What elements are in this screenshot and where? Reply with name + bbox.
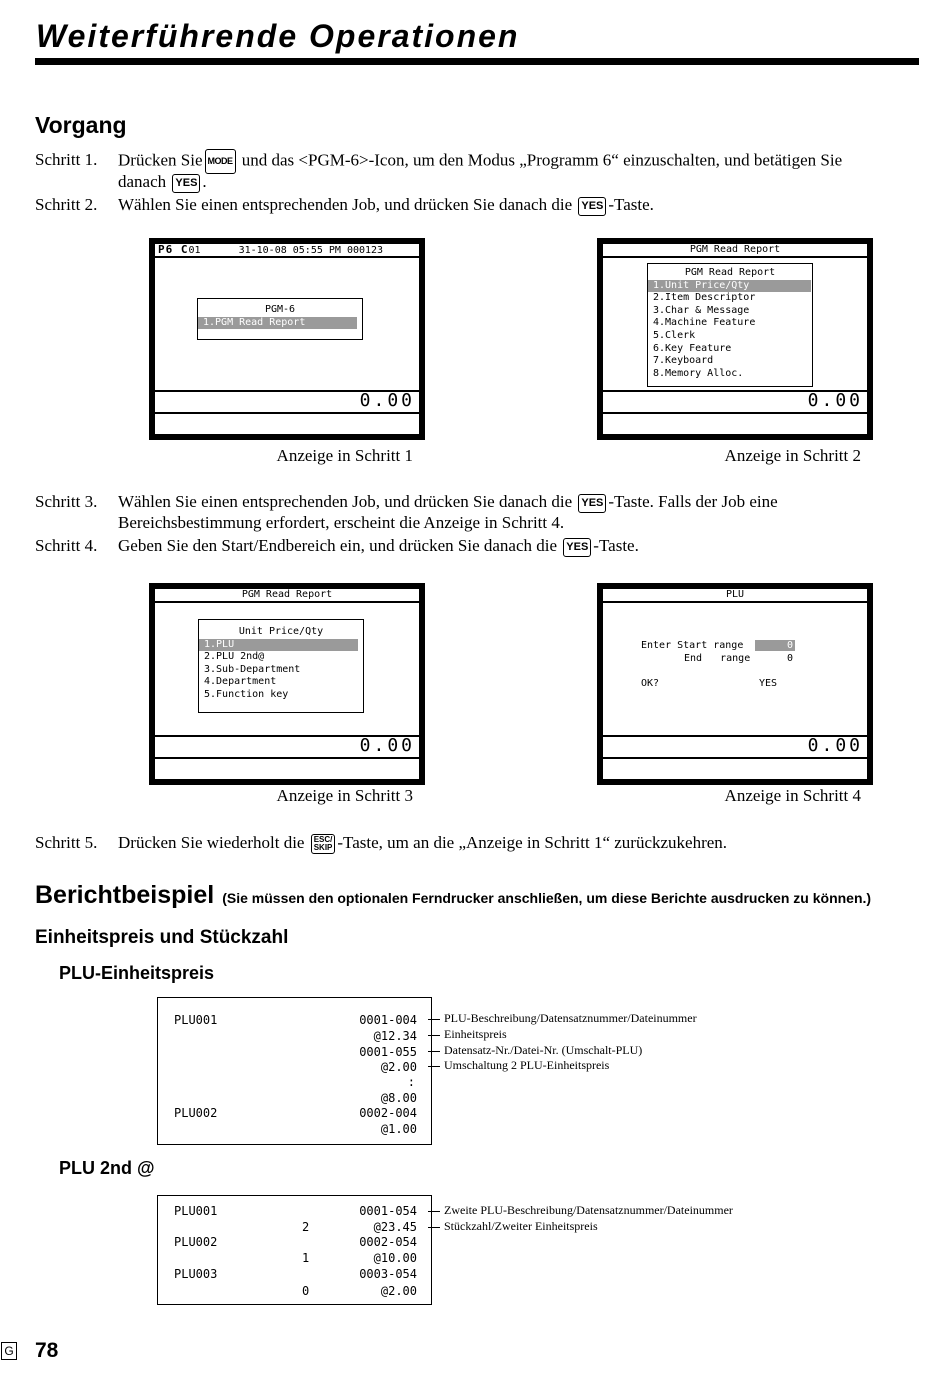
step-1-text-b: und das <PGM-6>-Icon, um den Modus „Programm 6“ einzuschalten, und betätigen Sie (241, 150, 843, 170)
menu-item[interactable]: 5.Clerk (653, 329, 696, 341)
menu-item[interactable]: 1.PLU (199, 639, 358, 652)
screen-header: PLU (603, 589, 867, 603)
receipt-right: @10.00 (373, 1251, 417, 1265)
esc-skip-key-icon: ESC/ SKIP (311, 834, 336, 854)
menu-title: Unit Price/Qty (238, 626, 324, 637)
menu-item[interactable]: 2.Item Descriptor (653, 292, 756, 304)
menu-box (197, 298, 363, 340)
step-2-text-a: Wählen Sie einen entsprechenden Job, und drücken Sie danach die (118, 195, 573, 214)
caption-step-2: Anzeige in Schritt 2 (724, 446, 861, 465)
step-3-text-b: -Taste. Falls der Job eine (608, 492, 778, 511)
lcd-screen-step-3 (149, 583, 425, 785)
receipt-left: PLU002 (174, 1235, 218, 1249)
step-1-text-c: danach (118, 172, 167, 191)
callout-note: Stückzahl/Zweiter Einheitspreis (444, 1219, 598, 1233)
receipt-plu-unit-price (157, 997, 432, 1145)
report-1-heading: PLU-Einheitspreis (59, 963, 215, 983)
step-5-label: Schritt 5. (35, 833, 98, 852)
amount-display: 0.00 (359, 735, 415, 756)
step-2-text-b: -Taste. (608, 195, 654, 214)
step-4-label: Schritt 4. (35, 536, 98, 555)
report-2-heading: PLU 2nd @ (59, 1158, 155, 1178)
menu-item[interactable]: 6.Key Feature (653, 342, 732, 354)
page-number: 78 (35, 1339, 59, 1362)
receipt-right: 0001-004 (359, 1013, 417, 1027)
receipt-right: 0003-054 (359, 1267, 417, 1281)
section-heading-vorgang: Vorgang (35, 112, 127, 138)
receipt-right: 0002-004 (359, 1106, 417, 1120)
receipt-plu-2nd (157, 1195, 432, 1305)
end-range-label: End range (684, 653, 751, 664)
amount-display: 0.00 (359, 390, 415, 411)
ok-prompt: OK? (641, 678, 660, 689)
callout-note: Datensatz-Nr./Datei-Nr. (Umschalt-PLU) (444, 1043, 643, 1057)
mode-key-icon: MODE (205, 149, 236, 174)
receipt-right: @2.00 (380, 1284, 417, 1298)
start-range-input[interactable]: 0 (755, 640, 795, 651)
caption-step-4: Anzeige in Schritt 4 (724, 786, 861, 805)
language-marker: G (1, 1342, 17, 1360)
receipt-right: 0001-055 (359, 1045, 417, 1059)
menu-item[interactable]: 3.Char & Message (653, 304, 750, 316)
receipt-right: 0002-054 (359, 1235, 417, 1249)
step-4 (35, 535, 639, 557)
yes-key-icon: YES (172, 174, 200, 193)
step-2-label: Schritt 2. (35, 195, 98, 214)
receipt-right: : (407, 1075, 415, 1089)
caption-step-3: Anzeige in Schritt 3 (276, 786, 413, 805)
amount-bar (155, 390, 419, 414)
step-4-text-a: Geben Sie den Start/Endbereich ein, und drücken Sie danach die (118, 536, 558, 555)
menu-item[interactable]: 1.Unit Price/Qty (648, 280, 811, 293)
step-1-label: Schritt 1. (35, 150, 98, 170)
menu-box (647, 263, 813, 387)
page-title: Weiterführende Operationen (36, 18, 520, 54)
step-3-text-a: Wählen Sie einen entsprechenden Job, und drücken Sie danach die (118, 492, 573, 511)
receipt-right: @1.00 (380, 1122, 417, 1136)
callout-note: Zweite PLU-Beschreibung/Datensatznummer/Dateinummer (444, 1203, 733, 1217)
step-1-continued (118, 171, 207, 193)
start-range-label: Enter Start range (641, 640, 744, 651)
step-5 (35, 832, 727, 854)
screen-header: PGM Read Report (155, 589, 419, 603)
receipt-left: PLU003 (174, 1267, 218, 1281)
step-2 (35, 194, 654, 216)
yes-key-icon: YES (563, 538, 591, 557)
end-range-input[interactable]: 0 (786, 653, 793, 664)
receipt-left: PLU001 (174, 1013, 218, 1027)
amount-display: 0.00 (807, 390, 863, 411)
step-3-label: Schritt 3. (35, 492, 98, 511)
section-note: (Sie müssen den optionalen Ferndrucker anschließen, um diese Berichte ausdrucken zu können.) (222, 890, 872, 906)
amount-bar (603, 735, 867, 759)
lcd-screen-step-2 (597, 238, 873, 440)
menu-item[interactable]: 7.Keyboard (653, 355, 714, 367)
receipt-mid: 2 (302, 1220, 310, 1234)
amount-bar (603, 390, 867, 414)
receipt-left: PLU001 (174, 1204, 218, 1218)
mode-indicator: P6 C (158, 243, 189, 256)
lcd-screen-step-4 (597, 583, 873, 785)
yes-key-icon: YES (578, 494, 606, 513)
caption-step-1: Anzeige in Schritt 1 (276, 446, 413, 465)
yes-key-icon: YES (578, 197, 606, 216)
subheading-einheitspreis: Einheitspreis und Stückzahl (35, 927, 289, 948)
receipt-mid: 1 (302, 1251, 310, 1265)
lcd-screen-step-1 (149, 238, 425, 440)
amount-display: 0.00 (807, 735, 863, 756)
callout-note: Umschaltung 2 PLU-Einheitspreis (444, 1058, 610, 1072)
yes-option[interactable]: YES (759, 678, 778, 689)
menu-item[interactable]: 4.Department (204, 676, 277, 688)
menu-box (198, 619, 364, 713)
step-3-continued: Bereichsbestimmung erfordert, erscheint die Anzeige in Schritt 4. (118, 513, 565, 532)
section-heading-berichtbeispiel (35, 881, 871, 910)
menu-item[interactable]: 8.Memory Alloc. (653, 367, 744, 379)
screen-header: PGM Read Report (603, 244, 867, 258)
callout-note: Einheitspreis (444, 1027, 507, 1041)
step-1-text-a: Drücken Sie (118, 150, 203, 170)
menu-item[interactable]: 3.Sub-Department (204, 663, 301, 675)
receipt-right: @2.00 (380, 1060, 417, 1074)
receipt-right: 0001-054 (359, 1204, 417, 1218)
step-5-text-b: -Taste, um an die „Anzeige in Schritt 1“ zurückzukehren. (337, 833, 728, 852)
clerk-number: 01 (188, 245, 201, 256)
section-title: Berichtbeispiel (35, 881, 215, 909)
step-5-text-a: Drücken Sie wiederholt die (118, 833, 305, 852)
receipt-mid: 0 (302, 1284, 310, 1298)
receipt-right: @23.45 (373, 1220, 417, 1234)
status-bar (155, 244, 419, 258)
receipt-right: @12.34 (373, 1029, 417, 1043)
receipt-right: @8.00 (380, 1091, 417, 1105)
menu-item[interactable]: 5.Function key (204, 688, 289, 700)
step-4-text-b: -Taste. (593, 536, 639, 555)
date-time-info: 31-10-08 05:55 PM 000123 (238, 245, 384, 256)
step-1-text-d: . (202, 172, 207, 191)
menu-item[interactable]: 4.Machine Feature (653, 317, 756, 329)
menu-item[interactable]: 2.PLU 2nd@ (204, 651, 265, 663)
callout-note: PLU-Beschreibung/Datensatznummer/Dateinummer (444, 1011, 697, 1025)
menu-item[interactable]: 1.PGM Read Report (198, 317, 357, 330)
receipt-left: PLU002 (174, 1106, 218, 1120)
menu-title: PGM Read Report (684, 267, 776, 278)
step-3 (35, 491, 925, 513)
amount-bar (155, 735, 419, 759)
title-rule (35, 58, 919, 65)
menu-title: PGM-6 (264, 304, 296, 315)
